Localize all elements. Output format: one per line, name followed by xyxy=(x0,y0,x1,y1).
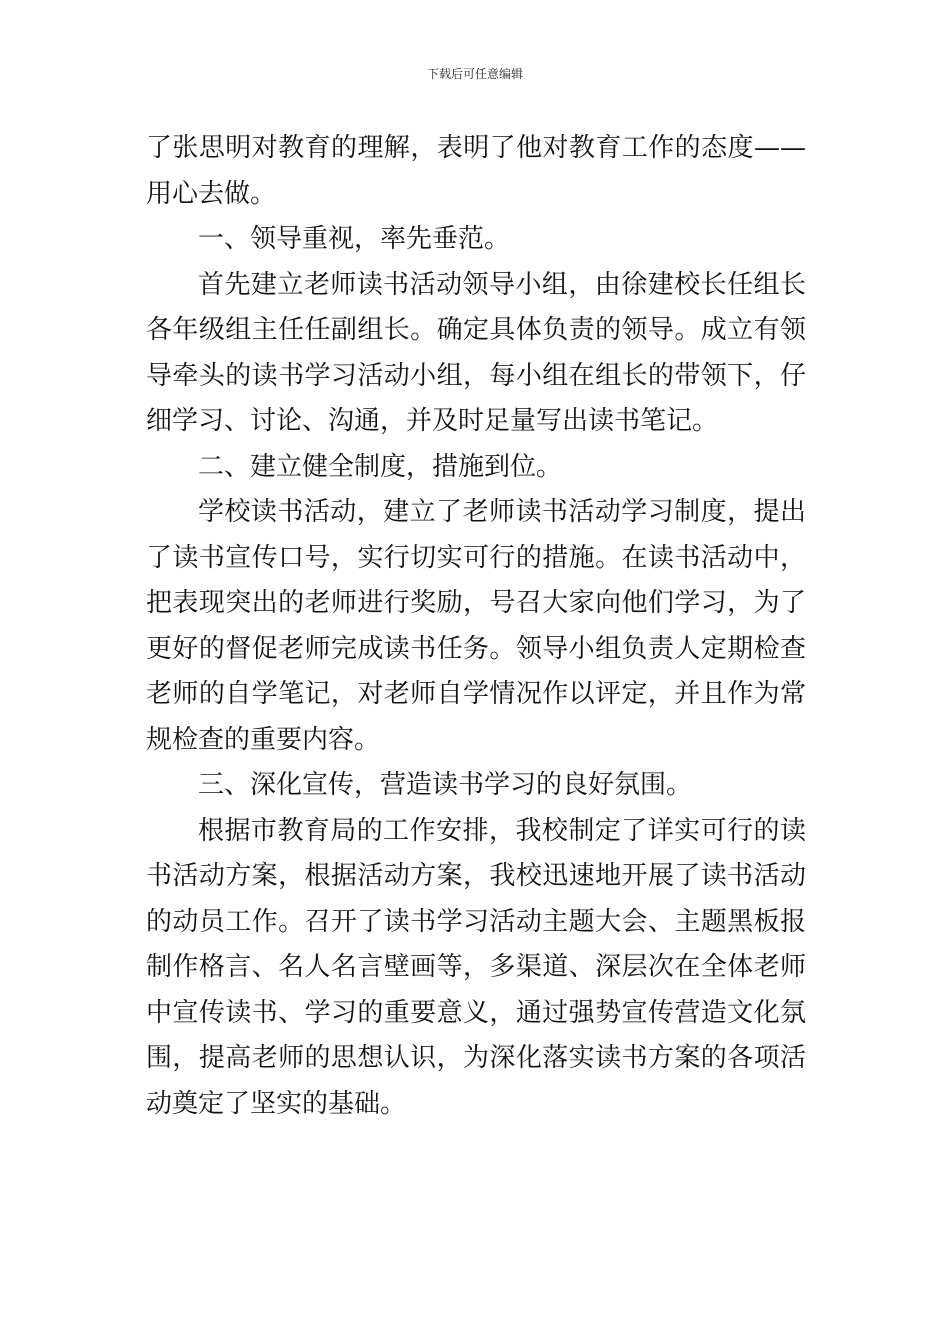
paragraph-section-2: 学校读书活动，建立了老师读书活动学习制度，提出了读书宣传口号，实行切实可行的措施。在读书活动中，把表现突出的老师进行奖励，号召大家向他们学习，为了更好的督促老师完成读书任务。领导小组负责人定期检查老师的自学笔记，对老师自学情况作以评定，并且作为常规检查的重要内容。 xyxy=(146,497,806,755)
paragraph-continued: 了张思明对教育的理解，表明了他对教育工作的态度——用心去做。 xyxy=(146,133,806,209)
paragraph-section-1: 首先建立老师读书活动领导小组，由徐建校长任组长各年级组主任任副组长。确定具体负责的领导。成立有领导牵头的读书学习活动小组，每小组在组长的带领下，仔细学习、讨论、沟通，并及时足量写出读书笔记。 xyxy=(146,269,806,436)
paragraph-section-3: 根据市教育局的工作安排，我校制定了详实可行的读书活动方案，根据活动方案，我校迅速地开展了读书活动的动员工作。召开了读书学习活动主题大会、主题黑板报制作格言、名人名言壁画等，多渠道、深层次在全体老师中宣传读书、学习的重要意义，通过强势宣传营造文化氛围，提高老师的思想认识，为深化落实读书方案的各项活动奠定了坚实的基础。 xyxy=(146,815,806,1119)
section-heading-2: 二、建立健全制度，措施到位。 xyxy=(198,451,563,482)
section-heading-1: 一、领导重视，率先垂范。 xyxy=(198,224,511,254)
header-note: 下载后可任意编辑 xyxy=(426,67,523,81)
section-heading-3: 三、深化宣传，营造读书学习的良好氛围。 xyxy=(198,770,693,800)
document-body xyxy=(146,126,806,1127)
